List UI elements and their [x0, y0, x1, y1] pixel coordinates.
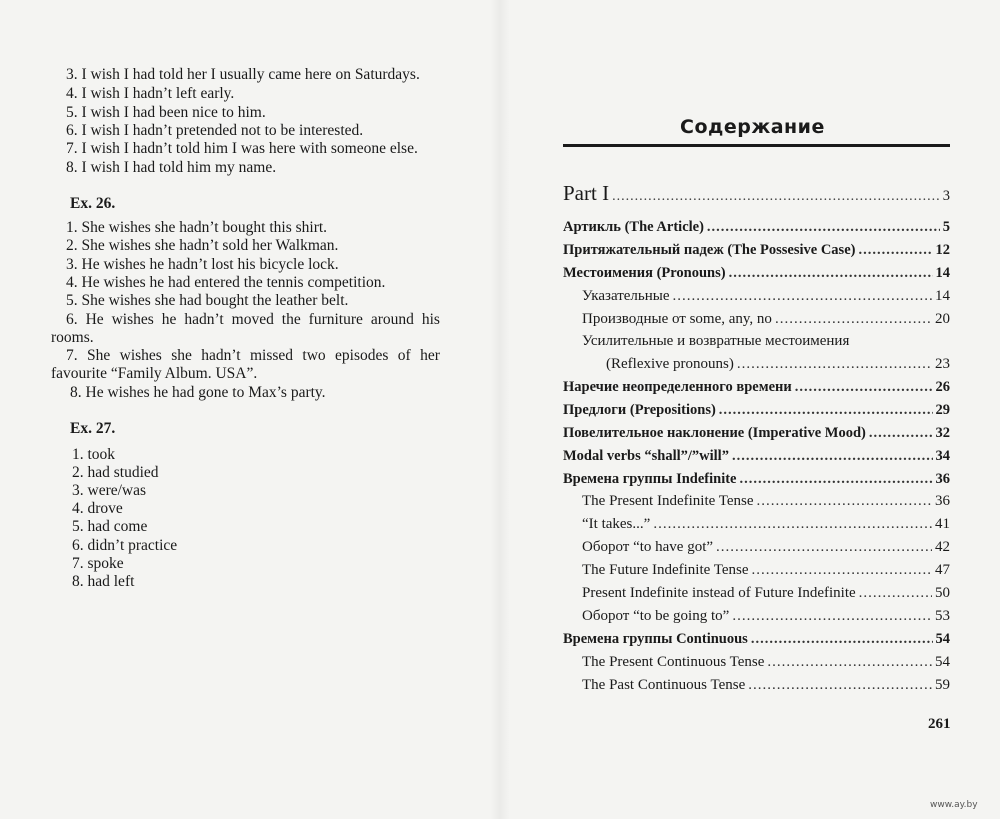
- ex26-line: 5. She wishes she had bought the leather belt.: [66, 292, 349, 309]
- toc-title-rule: [563, 144, 950, 147]
- toc-subentry: [606, 355, 950, 373]
- toc-leader-dots: [612, 188, 940, 206]
- word: the: [281, 311, 301, 328]
- toc-entry-title: Modal verbs “shall”/”will”: [563, 448, 729, 464]
- toc-entry-title: The Present Indefinite Tense: [582, 493, 754, 509]
- toc-page: 54: [935, 631, 950, 647]
- toc-page: 32: [935, 425, 950, 441]
- answer-line: 4. I wish I hadn’t left early.: [66, 85, 235, 102]
- word: two: [302, 347, 326, 364]
- exercise-27-heading: Ex. 27.: [70, 420, 116, 437]
- toc-leader-dots: [740, 470, 933, 488]
- ex27-line: 3. were/was: [72, 482, 147, 499]
- word: around: [370, 311, 414, 328]
- word: furniture: [308, 311, 363, 328]
- toc-leader-dots: [795, 378, 933, 396]
- toc-subentry: [582, 287, 950, 305]
- exercise-26-heading: Ex. 26.: [70, 195, 116, 212]
- toc-subentry: [582, 584, 950, 602]
- ex26-line-7-justified: [66, 347, 440, 365]
- toc-page: 3: [942, 188, 950, 204]
- toc-entry-title: Оборот “to have got”: [582, 539, 714, 555]
- toc-subentry: [582, 515, 950, 533]
- toc-leader-dots: [767, 653, 932, 671]
- toc-subentry: [582, 538, 950, 556]
- toc-leader-dots: [737, 355, 932, 373]
- toc-page: 36: [935, 493, 950, 509]
- toc-entry-title: Указательные: [582, 288, 670, 304]
- word: episodes: [335, 347, 389, 364]
- toc-entry-title: Местоимения (Pronouns): [563, 265, 726, 281]
- toc-leader-dots: [707, 218, 940, 236]
- ex27-line: 2. had studied: [72, 464, 159, 481]
- ex26-line-6-justified: [66, 311, 440, 329]
- toc-subentry: [582, 492, 950, 510]
- toc-entry: [563, 470, 950, 488]
- ex27-line: 1. took: [72, 446, 116, 463]
- ex26-line: 3. He wishes he hadn’t lost his bicycle lock.: [66, 256, 339, 273]
- word: hadn’t: [184, 311, 224, 328]
- toc-page: 54: [935, 654, 950, 670]
- toc-page: 41: [935, 516, 950, 532]
- toc-leader-dots: [869, 424, 933, 442]
- toc-page: 23: [935, 356, 950, 372]
- word: He: [85, 311, 104, 328]
- ex27-line: 8. had left: [72, 573, 135, 590]
- toc-subentry: [582, 561, 950, 579]
- toc-part: [563, 181, 950, 206]
- toc-entry: [563, 218, 950, 236]
- toc-part-title: Part I: [563, 181, 610, 205]
- word: hadn’t: [201, 347, 241, 364]
- toc-entry: [563, 378, 950, 396]
- toc-entry-title: Предлоги (Prepositions): [563, 402, 716, 418]
- toc-entry-title: Производные от some, any, no: [582, 311, 772, 327]
- toc-page: 12: [935, 242, 950, 258]
- word: 6.: [66, 311, 78, 328]
- word: wishes: [119, 347, 162, 364]
- ex26-line: 2. She wishes she hadn’t sold her Walkman.: [66, 237, 339, 254]
- answer-line: 3. I wish I had told her I usually came here on Saturdays.: [66, 66, 420, 83]
- word: moved: [231, 311, 274, 328]
- toc-entry: [563, 424, 950, 442]
- toc-page: 14: [935, 288, 950, 304]
- toc-subentry-title: Усилительные и возвратные местоимения: [582, 333, 850, 349]
- toc-entry-title: The Future Indefinite Tense: [582, 562, 749, 578]
- toc-leader-dots: [653, 515, 932, 533]
- toc-leader-dots: [719, 401, 933, 419]
- toc-page: 14: [935, 265, 950, 281]
- toc-entry-title: Времена группы Indefinite: [563, 471, 737, 487]
- toc-entry-title: Повелительное наклонение (Imperative Mood): [563, 425, 866, 441]
- ex27-line: 6. didn’t practice: [72, 537, 178, 554]
- toc-page: 53: [935, 608, 950, 624]
- toc-leader-dots: [858, 241, 932, 259]
- toc-subentry: [582, 310, 950, 328]
- ex27-line: 4. drove: [72, 500, 123, 517]
- toc-page: 29: [935, 402, 950, 418]
- toc-page: 50: [935, 585, 950, 601]
- toc-page: 47: [935, 562, 950, 578]
- ex26-line: 8. He wishes he had gone to Max’s party.: [70, 384, 326, 401]
- ex26-line-6-cont: rooms.: [51, 329, 94, 346]
- toc-entry: [563, 630, 950, 648]
- toc-subentry: [582, 676, 950, 694]
- word: her: [420, 347, 440, 364]
- toc-leader-dots: [859, 584, 932, 602]
- toc-entry: [563, 241, 950, 259]
- toc-entry-title: “It takes...”: [582, 516, 651, 532]
- word: She: [87, 347, 111, 364]
- ex27-line: 7. spoke: [72, 555, 124, 572]
- toc-leader-dots: [752, 561, 932, 579]
- word: she: [171, 347, 192, 364]
- toc-entry: [563, 447, 950, 465]
- toc-leader-dots: [673, 287, 932, 305]
- word: his: [421, 311, 440, 328]
- toc-entry-title: Present Indefinite instead of Future Indefinite: [582, 585, 856, 601]
- toc-entry-title: The Present Continuous Tense: [582, 654, 765, 670]
- toc-subentry: [582, 607, 950, 625]
- watermark: www.ay.by: [930, 800, 978, 810]
- toc-page: 34: [935, 448, 950, 464]
- toc-page: 42: [935, 539, 950, 555]
- toc-leader-dots: [732, 607, 932, 625]
- toc-entry: [563, 401, 950, 419]
- word: wishes: [111, 311, 154, 328]
- toc-entry-title: The Past Continuous Tense: [582, 677, 746, 693]
- toc-entry-title: (Reflexive pronouns): [606, 356, 734, 372]
- toc-entry-title: Оборот “to be going to”: [582, 608, 730, 624]
- word: of: [397, 347, 411, 364]
- ex26-line-7-cont: favourite “Family Album. USA”.: [51, 365, 258, 382]
- toc-page: 5: [942, 219, 950, 235]
- ex26-line: 4. He wishes he had entered the tennis competition.: [66, 274, 386, 291]
- toc-entry-title: Притяжательный падеж (The Possesive Case): [563, 242, 856, 258]
- toc-page: 36: [935, 471, 950, 487]
- toc-leader-dots: [757, 492, 932, 510]
- ex27-line: 5. had come: [72, 518, 148, 535]
- answer-line: 8. I wish I had told him my name.: [66, 159, 277, 176]
- word: he: [161, 311, 177, 328]
- answer-line: 5. I wish I had been nice to him.: [66, 104, 266, 121]
- toc-leader-dots: [729, 264, 933, 282]
- toc-entry-title: Артикль (The Article): [563, 219, 704, 235]
- answer-line: 6. I wish I hadn’t pretended not to be interested.: [66, 122, 364, 139]
- page-number: 261: [928, 716, 951, 732]
- toc-leader-dots: [732, 447, 933, 465]
- word: missed: [249, 347, 294, 364]
- toc-page: 26: [935, 379, 950, 395]
- toc-entry: [563, 264, 950, 282]
- ex26-line: 1. She wishes she hadn’t bought this shirt.: [66, 219, 328, 236]
- toc-leader-dots: [775, 310, 932, 328]
- toc-leader-dots: [716, 538, 932, 556]
- toc-page: 20: [935, 311, 950, 327]
- word: 7.: [66, 347, 78, 364]
- toc-page: 59: [935, 677, 950, 693]
- answer-line: 7. I wish I hadn’t told him I was here with someone else.: [66, 140, 418, 157]
- toc-entry-title: Времена группы Continuous: [563, 631, 748, 647]
- toc-subentry: [582, 653, 950, 671]
- toc-leader-dots: [751, 630, 933, 648]
- toc-title: Содержание: [680, 116, 825, 138]
- toc-entry-title: Наречие неопределенного времени: [563, 379, 792, 395]
- toc-leader-dots: [748, 676, 932, 694]
